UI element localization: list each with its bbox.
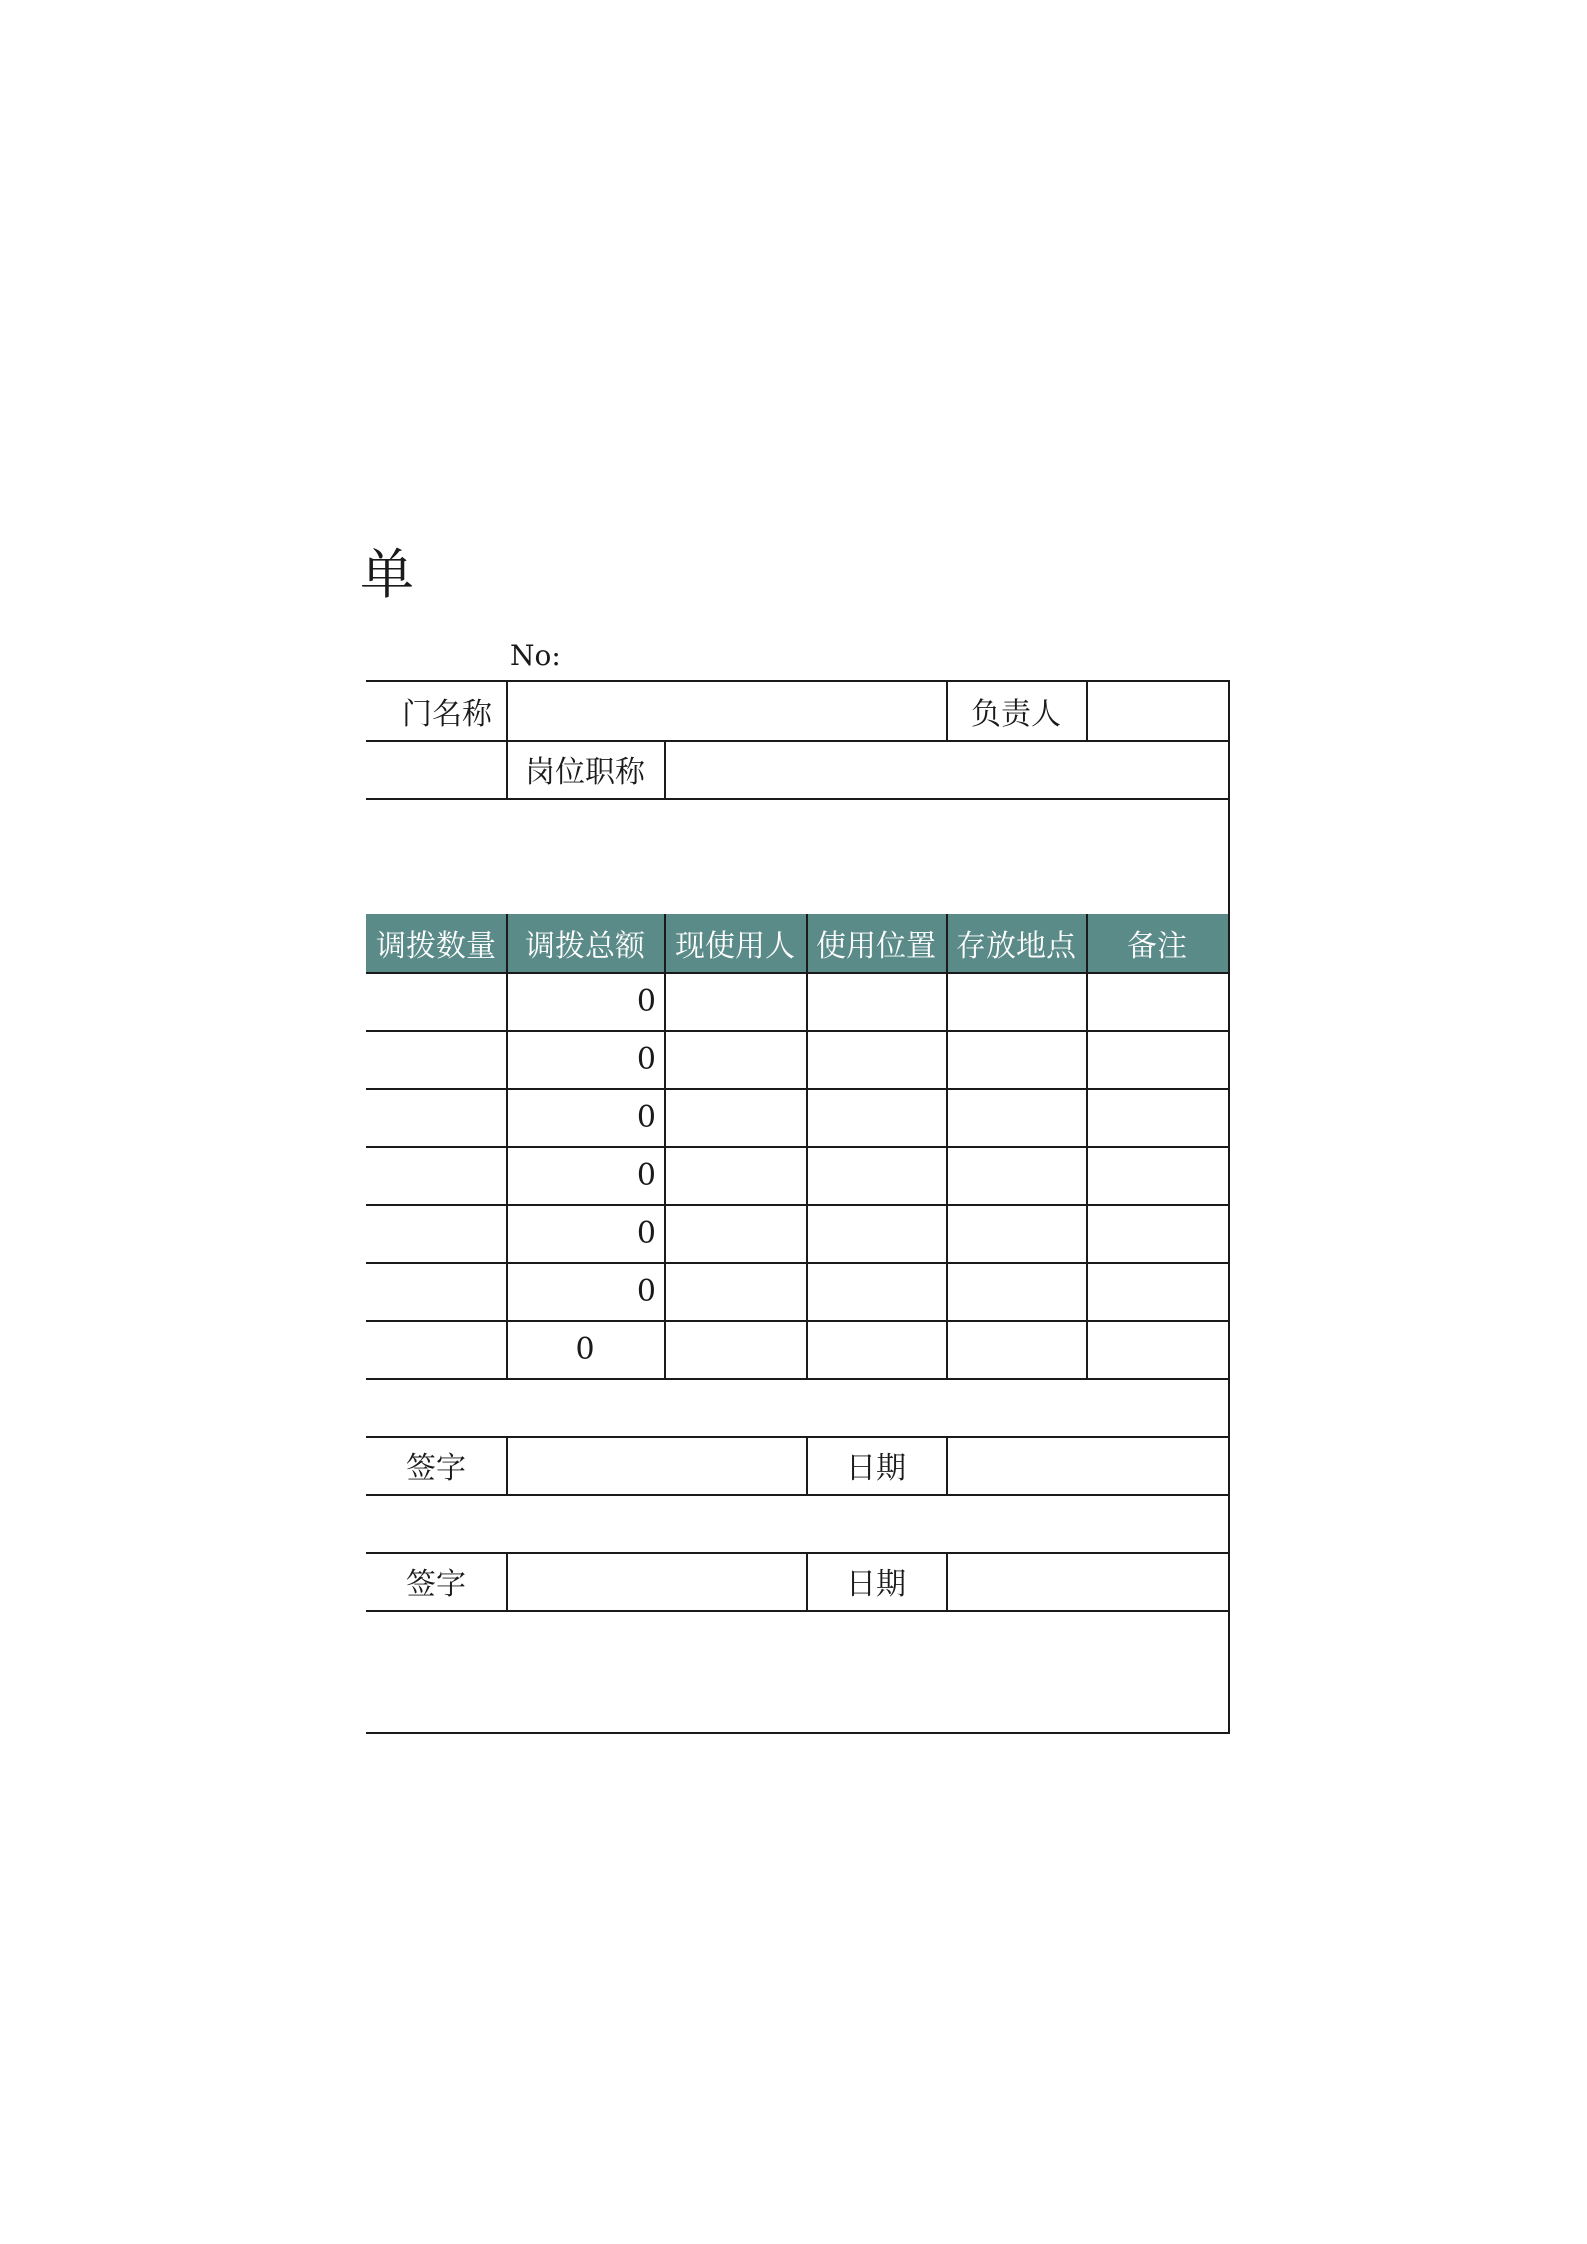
signature-label-1: 签字 xyxy=(406,1451,466,1486)
date-field-1[interactable] xyxy=(948,1438,1228,1494)
amount-cell[interactable]: 0 xyxy=(636,1041,656,1077)
total-amount-cell: 0 xyxy=(575,1331,595,1367)
signature-field-1[interactable] xyxy=(508,1438,806,1494)
signature-field-2[interactable] xyxy=(508,1554,806,1610)
transfer-form-table xyxy=(366,680,1230,1734)
amount-cell[interactable]: 0 xyxy=(636,1215,656,1251)
header-transfer-quantity: 调拨数量 xyxy=(376,929,496,964)
form-title: 单 xyxy=(360,543,414,606)
header-current-user: 现使用人 xyxy=(675,929,795,964)
notes-area[interactable] xyxy=(366,1612,1228,1732)
date-label-2: 日期 xyxy=(846,1567,906,1602)
dept-name-field[interactable] xyxy=(508,684,944,740)
position-label: 岗位职称 xyxy=(525,755,645,790)
header-storage-place: 存放地点 xyxy=(956,929,1076,964)
date-field-2[interactable] xyxy=(948,1554,1228,1610)
header-remarks: 备注 xyxy=(1127,929,1187,964)
header-transfer-total: 调拨总额 xyxy=(525,929,645,964)
amount-cell[interactable]: 0 xyxy=(636,1157,656,1193)
date-label-1: 日期 xyxy=(846,1451,906,1486)
manager-label: 负责人 xyxy=(971,697,1061,732)
signature-label-2: 签字 xyxy=(406,1567,466,1602)
amount-cell[interactable]: 0 xyxy=(636,1273,656,1309)
dept-name-label: 门名称 xyxy=(402,697,492,732)
approval-opinion-area-2[interactable] xyxy=(366,1496,1228,1552)
header-usage-location: 使用位置 xyxy=(816,929,936,964)
approval-opinion-area-1[interactable] xyxy=(366,1380,1228,1436)
form-number-label: No: xyxy=(510,639,561,672)
amount-cell[interactable]: 0 xyxy=(636,1099,656,1135)
manager-field[interactable] xyxy=(1088,684,1228,740)
applicant-field[interactable] xyxy=(366,740,506,798)
position-field[interactable] xyxy=(666,742,1228,798)
transfer-reason-area[interactable] xyxy=(366,800,1228,914)
amount-cell[interactable]: 0 xyxy=(636,983,656,1019)
